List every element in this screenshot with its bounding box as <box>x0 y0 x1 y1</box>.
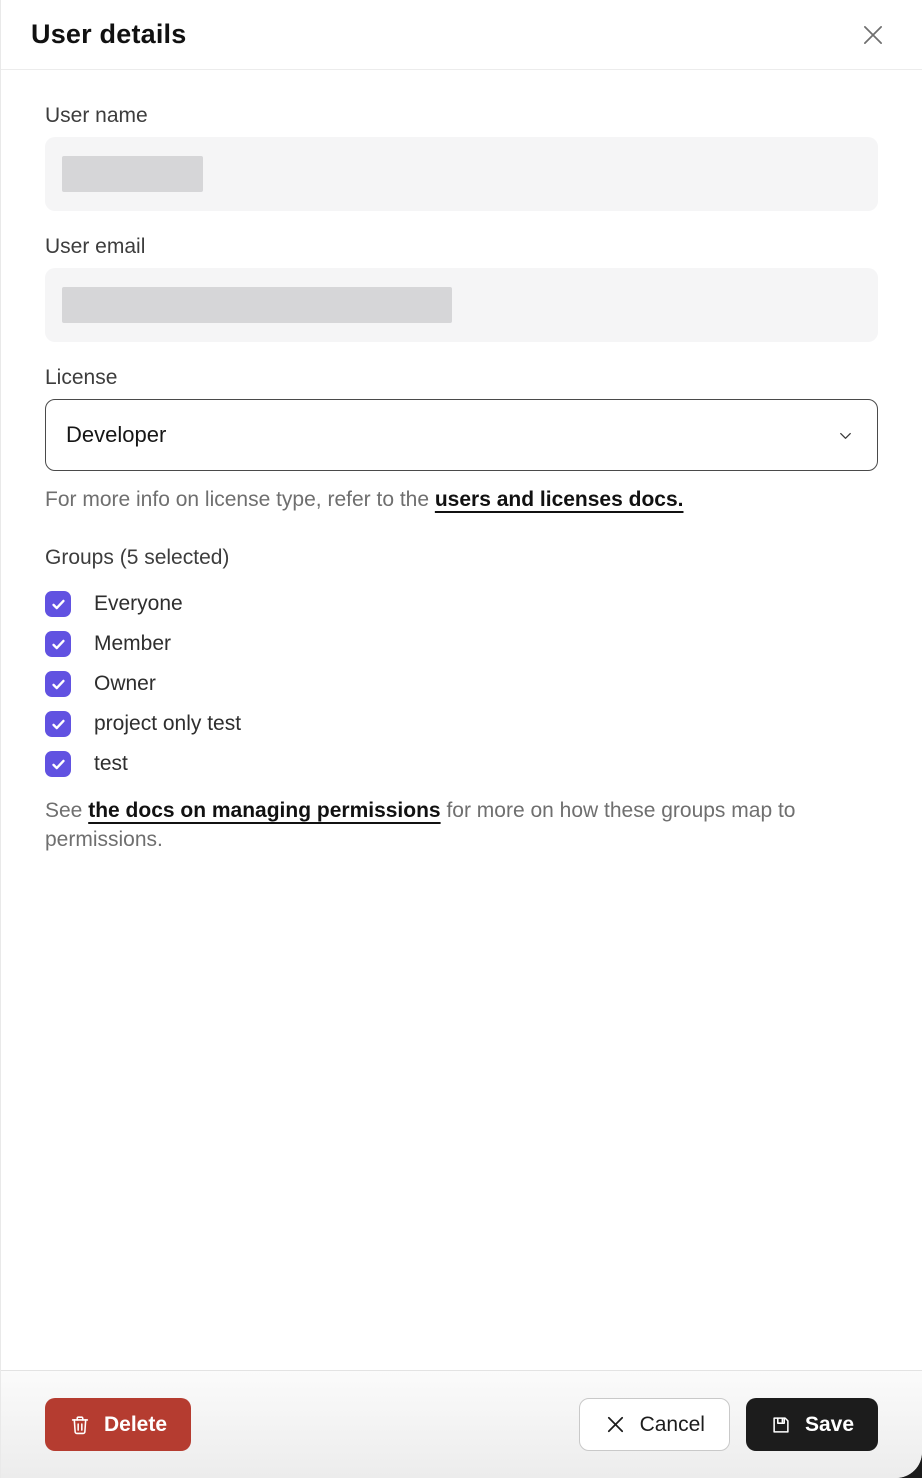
email-field[interactable] <box>45 268 878 342</box>
close-button[interactable] <box>854 16 892 54</box>
license-helper-text <box>45 485 878 515</box>
group-checkbox-row-owner[interactable] <box>45 664 878 704</box>
username-field[interactable] <box>45 137 878 211</box>
groups-helper-text <box>45 796 878 854</box>
groups-label: Groups (5 selected) <box>45 546 230 569</box>
group-checkbox-row-member[interactable] <box>45 624 878 664</box>
username-label: User name <box>45 104 148 127</box>
checkbox-checked-icon[interactable] <box>45 591 71 617</box>
cancel-button[interactable] <box>579 1398 730 1451</box>
email-label: User email <box>45 235 146 258</box>
username-redacted-value <box>62 156 203 192</box>
group-label: Everyone <box>94 592 183 615</box>
checkbox-checked-icon[interactable] <box>45 711 71 737</box>
checkbox-checked-icon[interactable] <box>45 751 71 777</box>
group-checkbox-row-test[interactable] <box>45 744 878 784</box>
license-label: License <box>45 366 118 389</box>
groups-section <box>45 546 878 854</box>
group-label: Member <box>94 632 172 655</box>
cancel-x-icon <box>604 1413 627 1436</box>
panel-footer <box>1 1370 922 1478</box>
group-label: Owner <box>94 672 156 695</box>
license-docs-link[interactable]: users and licenses docs. <box>434 488 684 511</box>
groups-helper-suffix: for more on how these groups map to permissions. <box>45 799 796 851</box>
email-redacted-value <box>62 287 452 323</box>
checkbox-checked-icon[interactable] <box>45 671 71 697</box>
save-floppy-icon <box>770 1414 792 1436</box>
close-icon <box>858 20 888 50</box>
panel-header <box>1 0 922 70</box>
panel-body <box>1 70 922 1370</box>
delete-button-label: Delete <box>104 1412 168 1436</box>
group-label: test <box>94 752 128 775</box>
save-button[interactable] <box>746 1398 878 1451</box>
save-button-label: Save <box>804 1412 854 1436</box>
group-label: project only test <box>94 712 242 735</box>
permissions-docs-link[interactable]: the docs on managing permissions <box>88 799 441 822</box>
group-checkbox-row-project-only-test[interactable] <box>45 704 878 744</box>
checkbox-checked-icon[interactable] <box>45 631 71 657</box>
delete-button[interactable] <box>45 1398 191 1451</box>
group-checkbox-row-everyone[interactable] <box>45 584 878 624</box>
trash-icon <box>69 1414 91 1436</box>
chevron-down-icon <box>836 426 855 445</box>
groups-helper-prefix: See <box>45 799 89 822</box>
cancel-button-label: Cancel <box>639 1412 705 1436</box>
license-select[interactable] <box>45 399 878 471</box>
page-title: User details <box>31 19 187 49</box>
license-helper-prefix: For more info on license type, refer to the <box>45 488 435 511</box>
license-selected-value: Developer <box>66 422 167 447</box>
